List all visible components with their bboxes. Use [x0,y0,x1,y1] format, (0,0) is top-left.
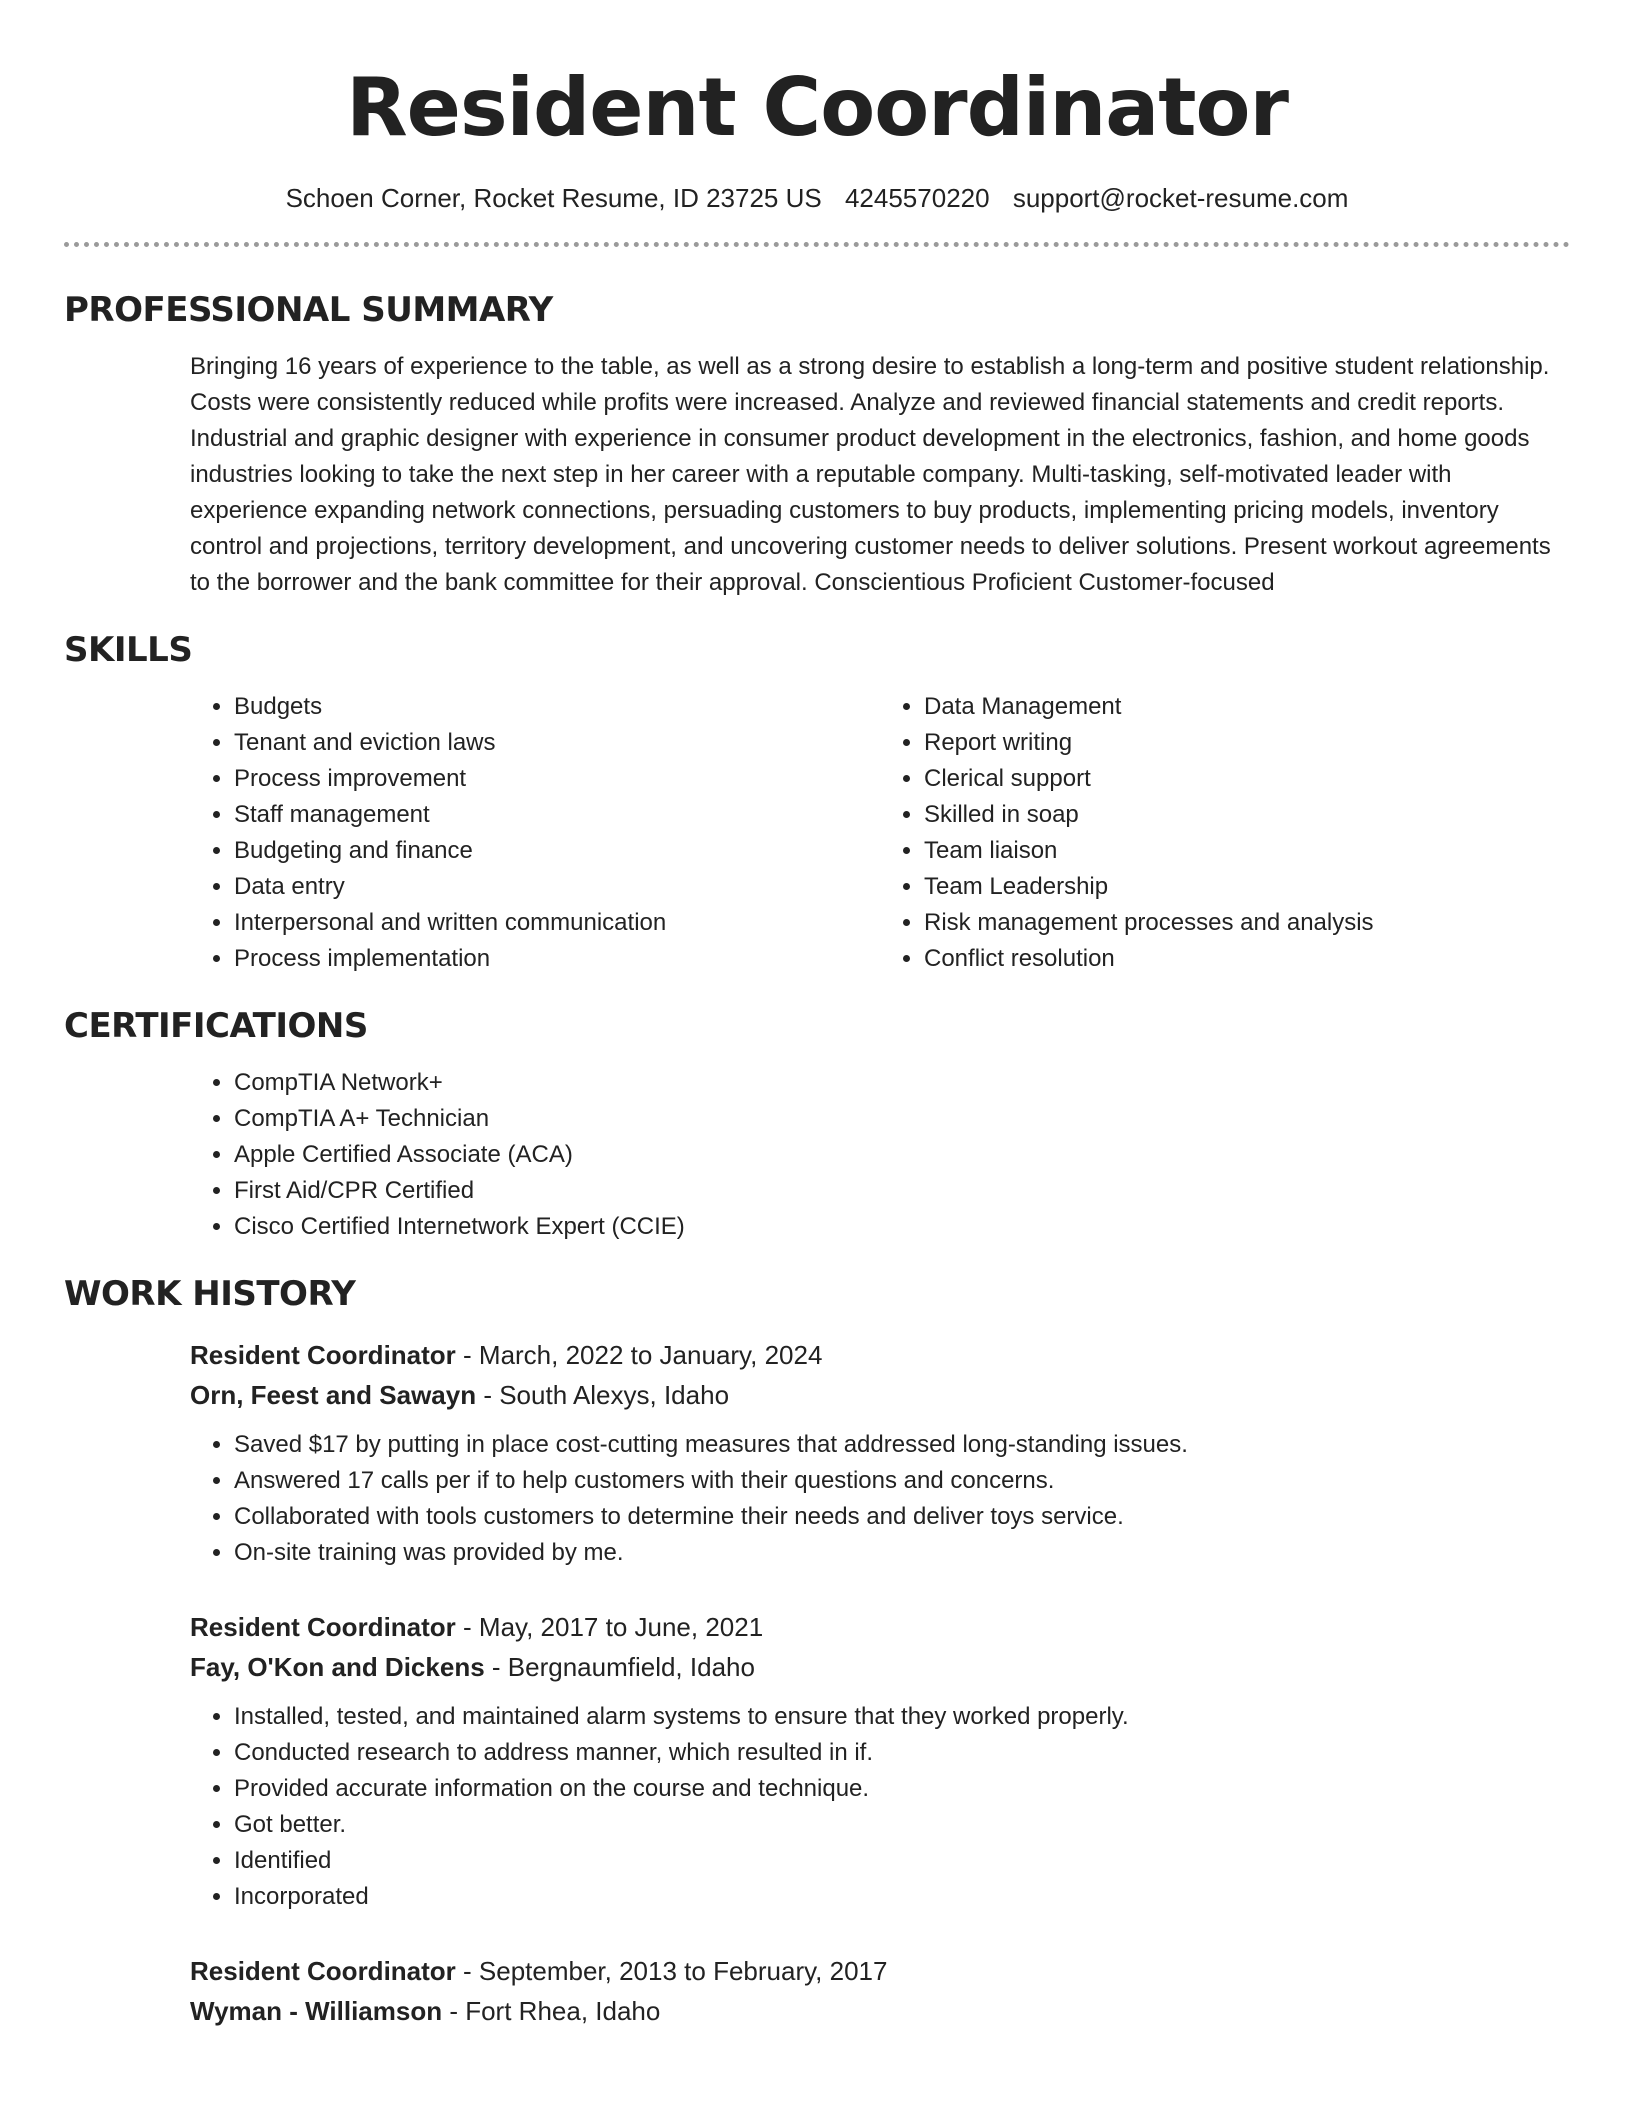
job-company: Orn, Feest and Sawayn [190,1380,477,1410]
skills-list [190,673,1570,977]
job-dates: May, 2017 to June, 2021 [478,1612,764,1642]
job-entry [190,1607,1570,1915]
job-entry [190,1951,1570,2031]
job-separator: - [455,1956,479,1986]
skill-item: • Team liaison [924,833,1570,869]
work-history-list [190,1335,1570,2031]
skill-item: • Data entry [234,869,880,905]
skills-column-right [880,689,1570,977]
job-company-line [190,1647,1570,1687]
skill-item: • Conflict resolution [924,941,1570,977]
job-bullet: • Identified [234,1843,1570,1879]
skill-item: • Staff management [234,797,880,833]
header-divider [64,242,1570,247]
certification-item: • Apple Certified Associate (ACA) [234,1137,1570,1173]
job-company-line [190,1991,1570,2031]
skill-item: • Team Leadership [924,869,1570,905]
skill-item: • Data Management [924,689,1570,725]
job-separator: - [455,1612,479,1642]
job-location: Fort Rhea, Idaho [465,1996,661,2026]
job-bullet: • Incorporated [234,1879,1570,1915]
job-bullet: • Conducted research to address manner, which resulted in if. [234,1735,1570,1771]
job-dates: March, 2022 to January, 2024 [478,1340,823,1370]
job-company: Wyman - Williamson [190,1996,443,2026]
job-title-line [190,1335,1570,1375]
job-company-line [190,1375,1570,1415]
skills-heading: SKILLS [64,630,193,670]
certification-item: • CompTIA A+ Technician [234,1101,1570,1137]
skill-item: • Interpersonal and written communication [234,905,880,941]
job-role: Resident Coordinator [190,1612,456,1642]
job-bullet: • Provided accurate information on the course and technique. [234,1771,1570,1807]
contact-phone: 4245570220 [844,183,990,213]
job-role: Resident Coordinator [190,1956,456,1986]
skill-item: • Report writing [924,725,1570,761]
job-separator: - [442,1996,466,2026]
job-company: Fay, O'Kon and Dickens [190,1652,485,1682]
skill-item: • Process implementation [234,941,880,977]
certification-item: • First Aid/CPR Certified [234,1173,1570,1209]
job-dates: September, 2013 to February, 2017 [478,1956,888,1986]
job-bullet: • Answered 17 calls per if to help customers with their questions and concerns. [234,1463,1570,1499]
resume-name: Resident Coordinator [346,61,1288,154]
job-entry [190,1335,1570,1571]
job-location: Bergnaumfield, Idaho [507,1652,755,1682]
contact-email: support@rocket-resume.com [1012,183,1349,213]
job-title-line [190,1951,1570,1991]
summary-heading: PROFESSIONAL SUMMARY [64,290,553,330]
resume-page [64,0,1570,2031]
certification-item: • Cisco Certified Internetwork Expert (CCIE) [234,1209,1570,1245]
job-separator: - [484,1652,508,1682]
job-bullet: • Got better. [234,1807,1570,1843]
job-bullet: • Installed, tested, and maintained alarm systems to ensure that they worked properly. [234,1699,1570,1735]
job-bullets [190,1427,1570,1571]
skill-item: • Budgeting and finance [234,833,880,869]
job-location: South Alexys, Idaho [499,1380,730,1410]
summary-text: Bringing 16 years of experience to the table, as well as a strong desire to establish a long-term and positive student relationship. Costs were consistently reduced while profits were increased. Analyze and reviewed financial statements and credit reports. Industrial and graphic designer with experience in consumer product development in the electronics, fashion, and home goods industries looking to take the next step in her career with a reputable company. Multi-tasking, self-motivated leader with experience expanding network connections, persuading customers to buy products, implementing pricing models, inventory control and projections, territory development, and uncovering customer needs to deliver solutions. Present workout agreements to the borrower and the bank committee for their approval. Conscientious Proficient Customer-focused [190,353,1551,596]
certifications-heading: CERTIFICATIONS [64,1006,368,1046]
skill-item: • Risk management processes and analysis [924,905,1570,941]
contact-line [64,178,1570,218]
job-bullet: • Collaborated with tools customers to determine their needs and deliver toys service. [234,1499,1570,1535]
skill-item: • Skilled in soap [924,797,1570,833]
job-bullet: • On-site training was provided by me. [234,1535,1570,1571]
contact-address: Schoen Corner, Rocket Resume, ID 23725 US [285,183,822,213]
certification-item: • CompTIA Network+ [234,1065,1570,1101]
skill-item: • Process improvement [234,761,880,797]
job-role: Resident Coordinator [190,1340,456,1370]
job-bullets [190,1699,1570,1915]
work-history-heading: WORK HISTORY [64,1274,356,1314]
job-separator: - [476,1380,500,1410]
job-title-line [190,1607,1570,1647]
certifications-list [190,1065,1570,1245]
skill-item: • Tenant and eviction laws [234,725,880,761]
skills-column-left [190,689,880,977]
job-bullet: • Saved $17 by putting in place cost-cutting measures that addressed long-standing issues. [234,1427,1570,1463]
skill-item: • Clerical support [924,761,1570,797]
job-separator: - [455,1340,479,1370]
skill-item: • Budgets [234,689,880,725]
